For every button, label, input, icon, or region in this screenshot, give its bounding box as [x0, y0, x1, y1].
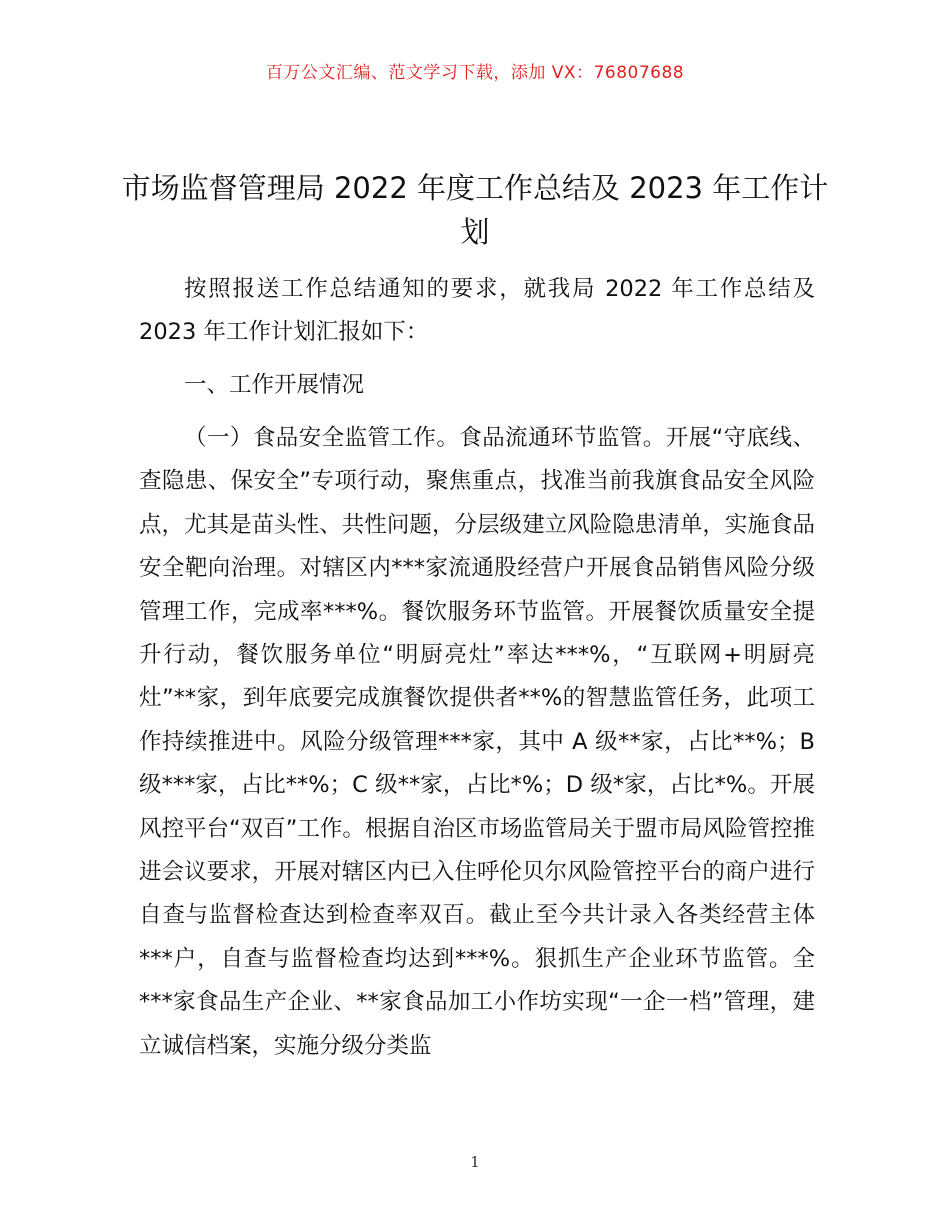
section-heading: 一、工作开展情况 [184, 372, 365, 398]
document-title: 市场监督管理局 2022 年度工作总结及 2023 年工作计划 [121, 171, 829, 249]
intro-paragraph: 按照报送工作总结通知的要求，就我局 2022 年工作总结及 2023 年工作计划汇报如下： [139, 276, 815, 346]
header-watermark-note: 百万公文汇编、范文学习下载，添加 VX：76807688 [265, 63, 685, 83]
page-number: 1 [470, 1153, 480, 1171]
body-paragraph: （一）食品安全监管工作。食品流通环节监管。开展“守底线、查隐患、保安全”专项行动，聚焦重点，找准当前我旗食品安全风险点，尤其是苗头性、共性问题，分层级建立风险隐患清单，实施食品安全靶向治理。对辖区内***家流通股经营户开展食品销售风险分级管理工作，完成率***%。餐饮服务环节监管。开展餐饮质量安全提升行动，餐饮服务单位“明厨亮灶”率达***%，“互联网+明厨亮灶”**家，到年底要完成旗餐饮提供者**%的智慧监管任务，此项工作持续推进中。风险分级管理***家，其中 A 级**家，占比**%；B 级***家，占比**%；C 级**家，占比*%；D 级*家，占比*%。开展风控平台“双百”工作。根据自治区市场监管局关于盟市局风险管控推进会议要求，开展对辖区内已入住呼伦贝尔风险管控平台的商户进行自查与监督检查达到检查率双百。截止至今共计录入各类经营主体***户，自查与监督检查均达到***%。狠抓生产企业环节监管。全***家食品生产企业、**家食品加工小作坊实现“一企一档”管理，建立诚信档案，实施分级分类监 [139, 425, 815, 1059]
